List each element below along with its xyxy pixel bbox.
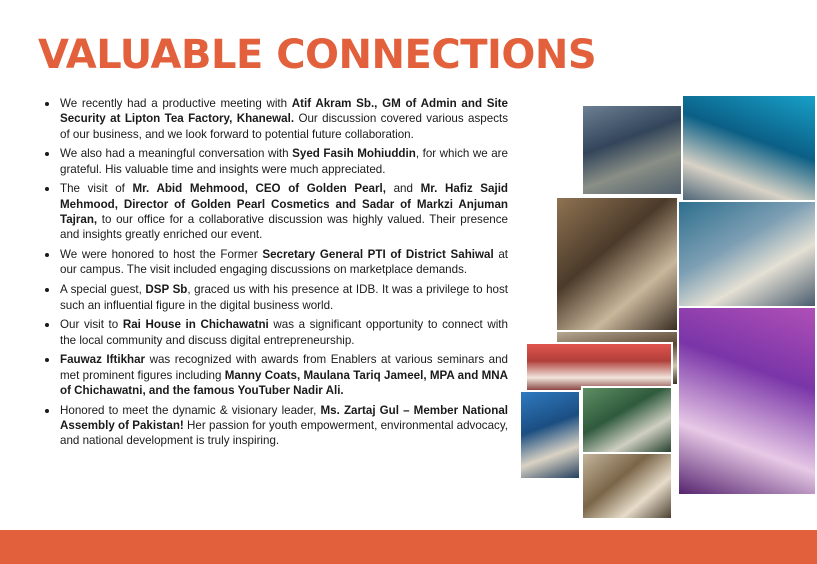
photo-team-indoor	[677, 200, 817, 310]
bullet-text-segment: Mr. Hafiz Sajid Mehmood, Director of Golden Pearl Cosmetics and Sadar of Markzi Anjuman Tajran,	[60, 182, 508, 227]
bullet-dsp-sb	[38, 282, 508, 313]
bullet-golden-pearl	[38, 181, 508, 242]
bullet-text-segment: Manny Coats, Maulana Tariq Jameel, MPA and MNA of Chichawatni, and the famous YouTuber Nadir Ali.	[60, 368, 508, 398]
photo-three-men	[581, 386, 673, 454]
bullet-text-segment: to our office for a collaborative discussion was highly valued. Their presence and insights greatly enriched our event.	[60, 213, 508, 242]
bullet-text-segment: Our visit to	[60, 318, 123, 332]
photo-award-ceremony-blue	[519, 390, 581, 480]
bullet-fauwaz-iftikhar	[38, 352, 508, 398]
bullet-text-segment: DSP Sb	[145, 283, 188, 297]
bullet-text-segment: Secretary General PTI of District Sahiwal	[262, 248, 494, 262]
bullet-text-segment: The visit of	[60, 182, 133, 196]
bullet-text-segment: at our campus. The visit included engaging discussions on marketplace demands.	[60, 248, 508, 277]
bullet-text-segment: Our discussion covered various aspects of our business, and we look forward to potential future collaboration.	[60, 112, 509, 141]
bullet-text-segment: Honored to meet the dynamic & visionary leader,	[60, 403, 321, 417]
bullet-text-segment: Her passion for youth empowerment, environmental advocacy, and national development is truly inspiring.	[60, 419, 508, 448]
bullet-text-segment: Atif Akram Sb., GM of Admin and Site Security at Lipton Tea Factory, Khanewal.	[60, 97, 508, 126]
bullet-zartaj-gul	[38, 403, 508, 449]
bullet-text-segment: , graced us with his presence at IDB. It was a privilege to host such an influential figure in the digital business world.	[60, 283, 509, 312]
bullet-text-segment: was a significant opportunity to connect with the local community and discuss digital entrepreneurship.	[60, 318, 508, 347]
bullet-text-segment: Ms. Zartaj Gul – Member National Assembly of Pakistan!	[60, 403, 509, 433]
bullet-syed-fasih-mohiuddin	[38, 146, 508, 177]
footer-accent-bar	[0, 530, 817, 564]
bullet-text-segment: Syed Fasih Mohiuddin	[292, 147, 416, 161]
photo-group-banner-hall	[681, 94, 817, 212]
bullet-text-segment: A special guest,	[60, 283, 146, 297]
page-title: VALUABLE CONNECTIONS	[38, 32, 597, 78]
bullet-text-segment: and	[385, 182, 421, 196]
bullet-text-segment: We were honored to host the Former	[60, 248, 263, 262]
bullet-text-segment: Fauwaz Iftikhar	[60, 353, 146, 367]
photo-bookshelf-group	[555, 196, 679, 332]
bullet-text-segment: We recently had a productive meeting with	[60, 97, 292, 110]
bullet-rai-house-chichawatni	[38, 317, 508, 348]
bullet-secretary-general-pti	[38, 247, 508, 278]
photo-collage	[519, 90, 817, 520]
bullet-text-segment: , for which we are grateful. His valuable time and insights were much appreciated.	[60, 147, 508, 176]
photo-lady-guest	[677, 306, 817, 496]
bullet-text-segment: Mr. Abid Mehmood, CEO of Golden Pearl,	[132, 182, 386, 196]
bullet-list	[38, 96, 508, 453]
bullet-text-segment: We also had a meaningful conversation with	[60, 147, 293, 161]
bullet-lipton-tea-factory	[38, 96, 508, 142]
bullet-text-segment: Rai House in Chichawatni	[122, 318, 269, 332]
bullet-text-segment: was recognized with awards from Enablers at various seminars and met prominent figures including	[60, 353, 509, 382]
photo-two-men-portrait	[581, 452, 673, 520]
